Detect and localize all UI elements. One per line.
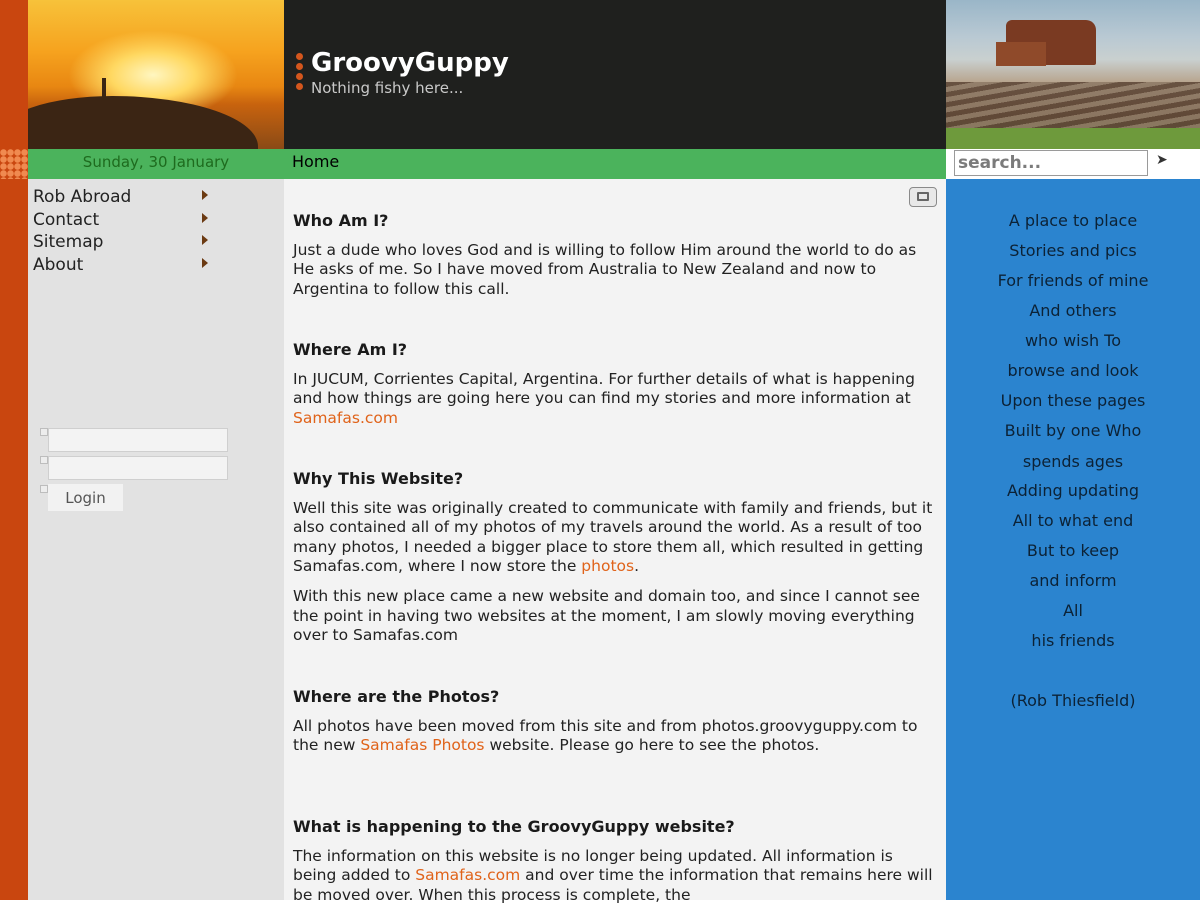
menu-item-about[interactable]: About [33, 255, 84, 275]
section-text: With this new place came a new website and domain too, and since I cannot see the point in having two websites at the moment, I am slowly moving everything over to Samafas.com [293, 586, 920, 645]
section-where-are-photos [293, 687, 938, 756]
poem-line: who wish To [1024, 331, 1122, 350]
section-text: In JUCUM, Corrientes Capital, Argentina. For further details of what is happening and how things are going here you can find my stories and more information at Samafas.com [293, 369, 915, 427]
section-text: All photos have been moved from this site and from photos.groovyguppy.com to the new Samafas Photos website. Please go here to see the photos. [293, 716, 918, 755]
poem-line: And others [1029, 301, 1117, 320]
header-sunset-image [28, 0, 284, 149]
poem-line: Adding updating [1006, 481, 1140, 500]
section-where-am-i [293, 340, 938, 428]
left-accent-strip [0, 0, 28, 900]
samafas-photos-link[interactable]: Samafas Photos [360, 736, 485, 755]
current-date: Sunday, 30 January [82, 153, 230, 171]
poem-line: his friends [1031, 631, 1115, 650]
section-text: The information on this website is no longer being updated. All information is being added to Samafas.com and over time the information that remains here will be moved over. When this process is complete, the [293, 846, 933, 904]
section-text: Well this site was originally created to communicate with family and friends, but it also contained all of my photos of my travels around the world. As a result of too many photos, I needed a bigger place to store them all, which resulted in getting Samafas.com, where I now store the photos. [293, 498, 933, 576]
menu-arrow-icon [202, 258, 208, 268]
poem-line: All [1063, 601, 1083, 620]
search-go-arrow-icon[interactable]: ➤ [1156, 152, 1168, 168]
section-why-this-website [293, 469, 938, 646]
poem-line: Upon these pages [1000, 391, 1146, 410]
section-what-is-happening [293, 817, 938, 905]
poem-line: and inform [1029, 571, 1117, 590]
header-truck-image [946, 0, 1200, 149]
poem-line: All to what end [1012, 511, 1134, 530]
dot-pattern-decoration [0, 149, 28, 179]
section-who-am-i [293, 211, 938, 299]
section-heading: What is happening to the GroovyGuppy website? [293, 817, 735, 836]
username-field[interactable] [48, 428, 228, 452]
poem-line: But to keep [1026, 541, 1120, 560]
samafas-link[interactable]: Samafas.com [415, 866, 521, 885]
section-heading: Why This Website? [293, 469, 464, 488]
login-marker-icon [40, 485, 48, 493]
section-heading: Who Am I? [293, 211, 389, 230]
username-marker-icon [40, 428, 48, 436]
left-sidebar [28, 179, 284, 900]
search-input[interactable] [954, 150, 1148, 176]
print-icon[interactable] [909, 187, 937, 207]
poem-line: spends ages [1022, 452, 1124, 471]
menu-item-sitemap[interactable]: Sitemap [33, 232, 104, 252]
menu-arrow-icon [202, 190, 208, 200]
poem-line: A place to place [1008, 211, 1138, 230]
poem-line: Built by one Who [1004, 421, 1142, 440]
site-slogan: Nothing fishy here... [311, 79, 464, 97]
header-bullets-icon [296, 53, 304, 93]
section-heading: Where are the Photos? [293, 687, 500, 706]
poem-line: Stories and pics [1009, 241, 1137, 260]
menu-item-rob-abroad[interactable]: Rob Abroad [33, 187, 132, 207]
menu-item-contact[interactable]: Contact [33, 210, 100, 230]
section-text: Just a dude who loves God and is willing to follow Him around the world to do as He asks of me. So I have moved from Australia to New Zealand and now to Argentina to follow this call. [293, 240, 917, 298]
poem-author: (Rob Thiesfield) [1010, 691, 1136, 710]
poem-line: browse and look [1007, 361, 1139, 380]
password-marker-icon [40, 456, 48, 464]
section-heading: Where Am I? [293, 340, 408, 359]
poem-line: For friends of mine [997, 271, 1149, 290]
site-title[interactable]: GroovyGuppy [311, 48, 509, 78]
photos-link[interactable]: photos [581, 557, 635, 576]
nav-home-link[interactable]: Home [292, 152, 340, 171]
samafas-link[interactable]: Samafas.com [293, 408, 398, 427]
login-button[interactable]: Login [48, 484, 123, 511]
menu-arrow-icon [202, 235, 208, 245]
menu-arrow-icon [202, 213, 208, 223]
password-field[interactable] [48, 456, 228, 480]
